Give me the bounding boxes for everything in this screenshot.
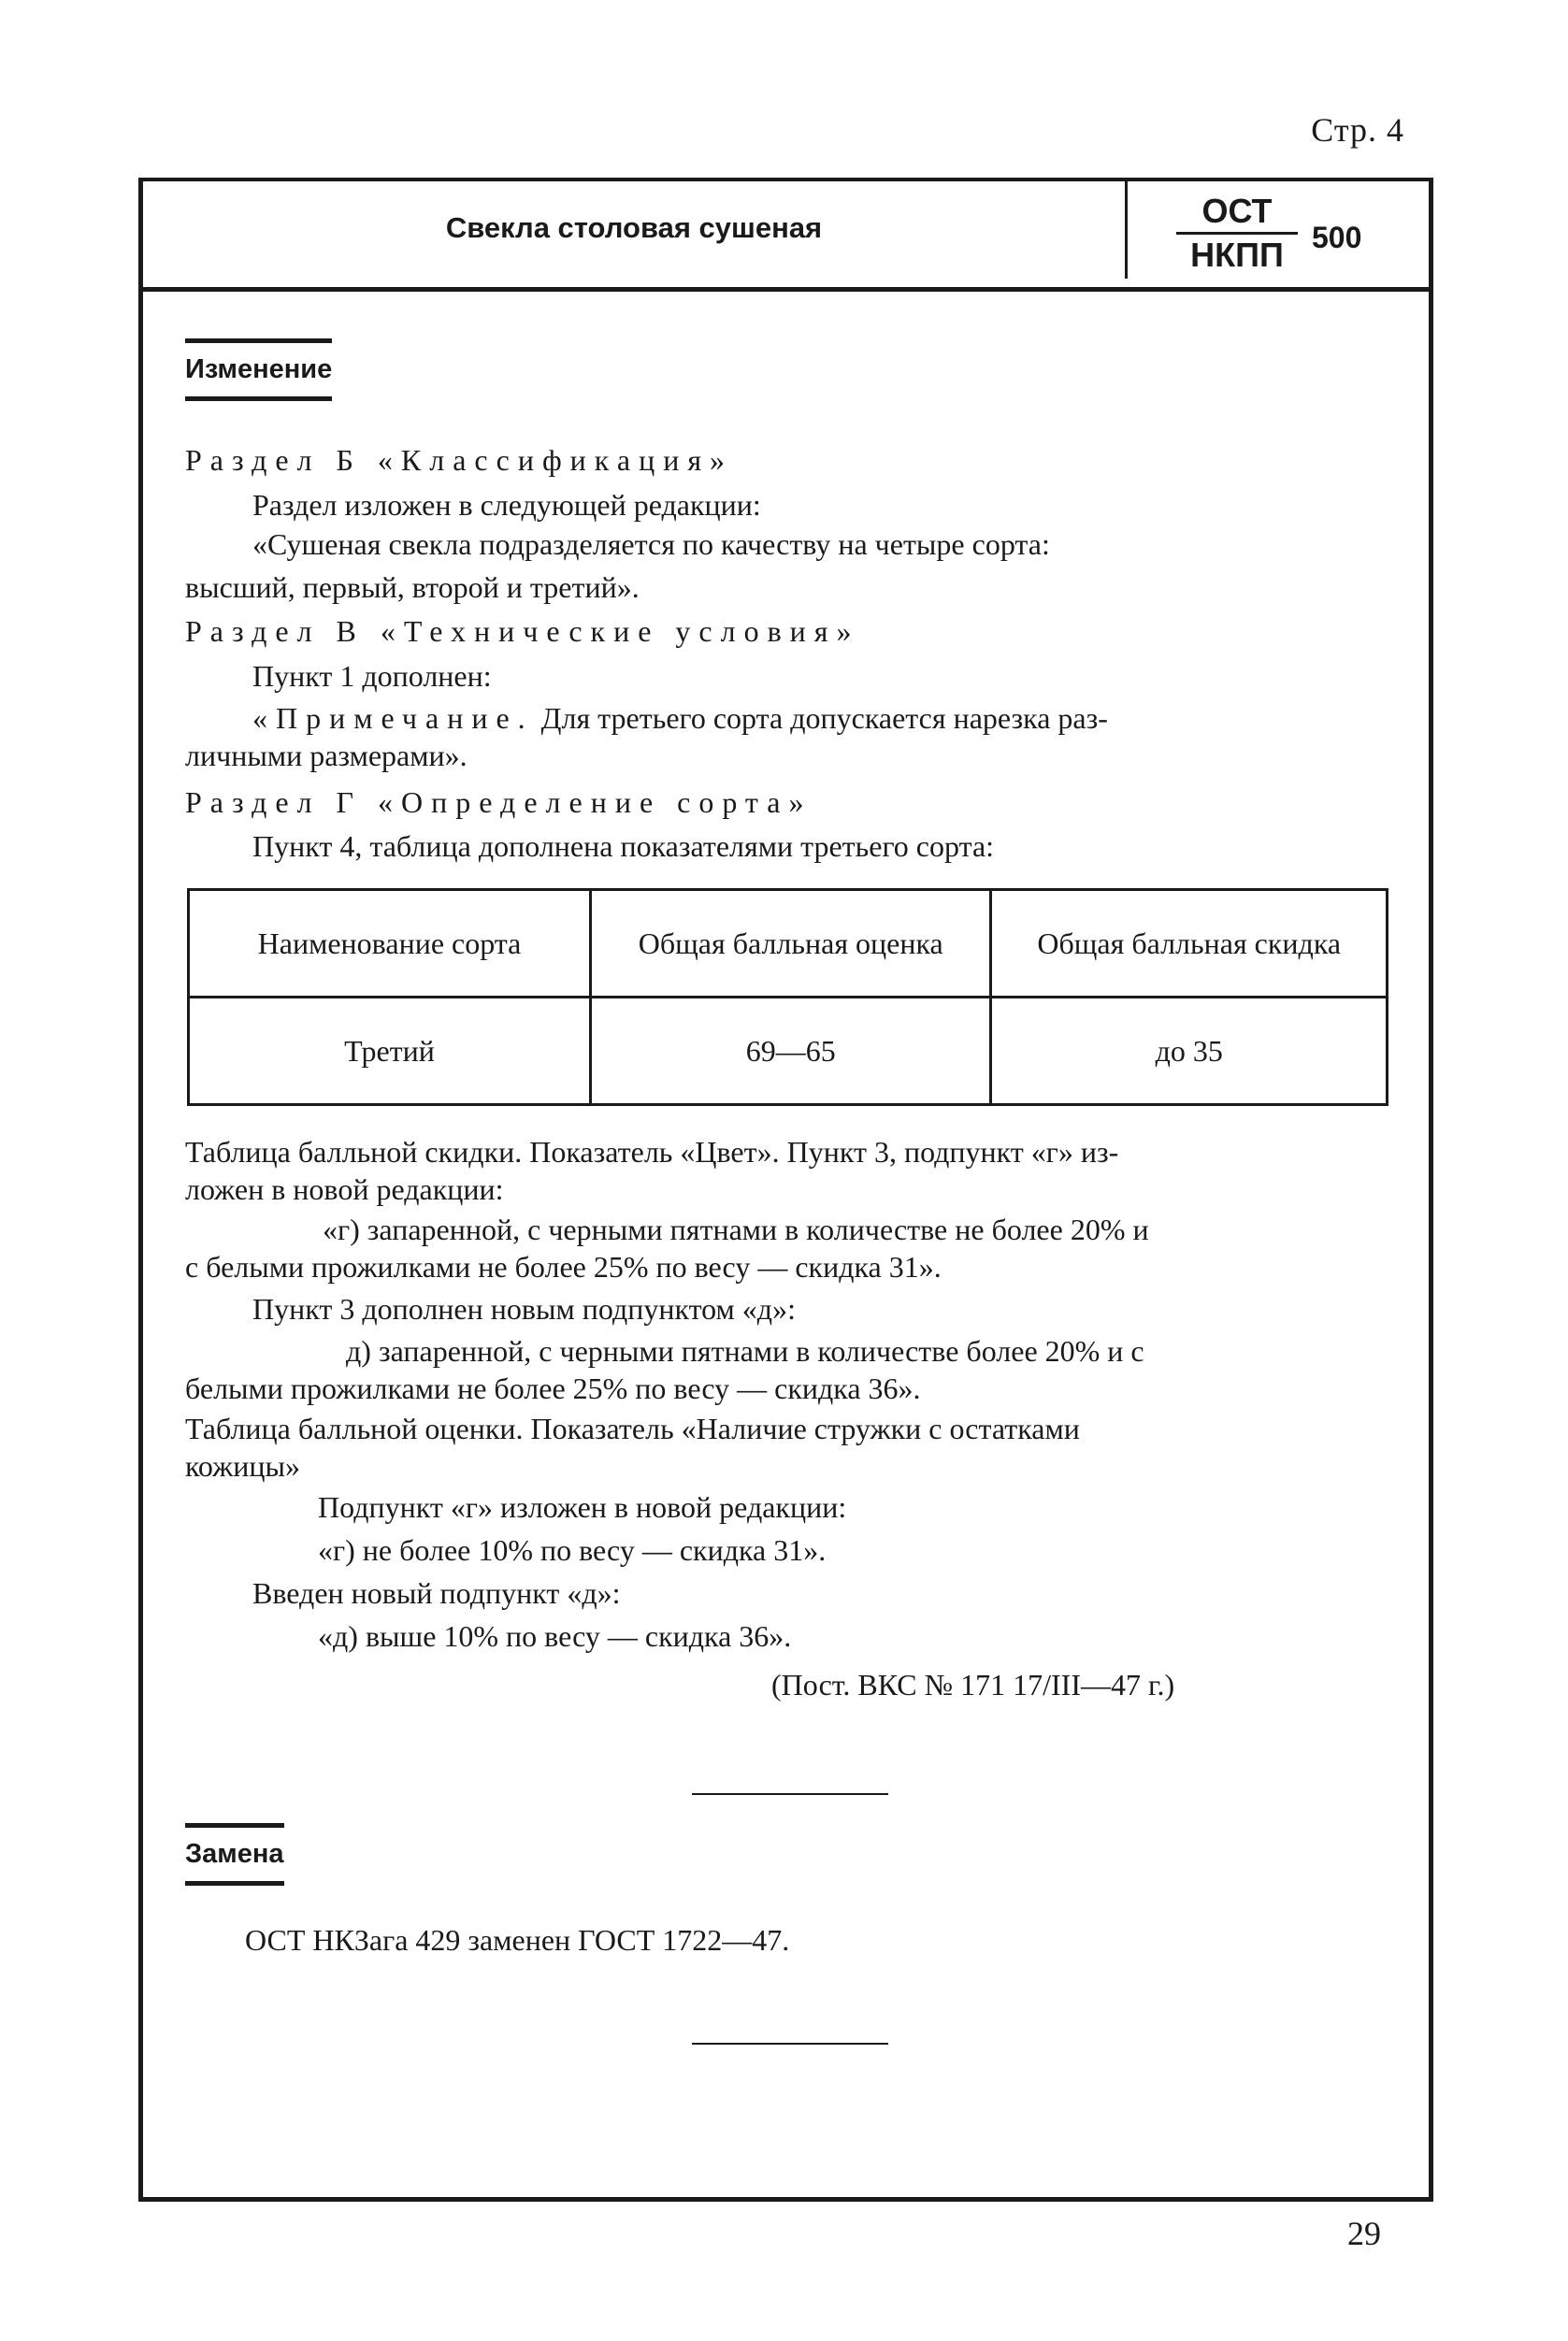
section-g-intro: Пункт 4, таблица дополнена показателями третьего сорта:: [252, 829, 995, 863]
replacement-text: ОСТ НКЗага 429 заменен ГОСТ 1722—47.: [245, 1923, 790, 1957]
separator-rule: [692, 2043, 888, 2045]
page-number-top: Стр. 4: [1311, 111, 1404, 149]
table-cell: до 35: [991, 998, 1388, 1105]
discount-line-3: «г) запаренной, с черными пятнами в количестве не более 20% и: [323, 1213, 1149, 1246]
table-row: [189, 998, 1388, 1105]
discount-line-1: Таблица балльной скидки. Показатель «Цвет». Пункт 3, подпункт «г» из-: [185, 1135, 1119, 1169]
score-line-2: кожицы»: [185, 1449, 300, 1483]
note-text: Для третьего сорта допускается нарезка раз-: [540, 701, 1108, 735]
table-header-row: [189, 890, 1388, 998]
document-title: Свекла столовая сушеная: [445, 211, 823, 244]
grade-table: [187, 888, 1388, 1106]
document-header: [143, 181, 1429, 292]
page-number-bottom: 29: [1347, 2215, 1381, 2252]
score-line-1: Таблица балльной оценки. Показатель «Наличие стружки с остатками: [185, 1412, 1080, 1445]
section-b-intro: Раздел изложен в следующей редакции:: [252, 488, 761, 522]
ost-code-top: ОСТ: [1176, 191, 1298, 235]
section-v-note-2: личными размерами».: [185, 739, 468, 772]
section-b-text-1: «Сушеная свекла подразделяется по качеству на четыре сорта:: [252, 527, 1050, 561]
section-v-intro: Пункт 1 дополнен:: [252, 659, 492, 693]
ost-code-bottom: НКПП: [1190, 236, 1284, 274]
section-b-title: Раздел Б «Классификация»: [185, 443, 734, 477]
table-header-cell: Наименование сорта: [189, 890, 591, 998]
resolution-reference: (Пост. ВКС № 171 17/III—47 г.): [771, 1668, 1175, 1702]
separator-rule: [692, 1793, 888, 1795]
discount-line-7: белыми прожилками не более 25% по весу — скидка 36».: [185, 1372, 921, 1405]
ost-number: 500: [1312, 221, 1362, 254]
table-header-cell: Общая балльная оценка: [591, 890, 991, 998]
section-g-title: Раздел Г «Определение сорта»: [185, 785, 813, 819]
discount-line-4: с белыми прожилками не более 25% по весу — скидка 31».: [185, 1250, 942, 1284]
table-header-cell: Общая балльная скидка: [991, 890, 1388, 998]
discount-line-5: Пункт 3 дополнен новым подпунктом «д»:: [252, 1292, 796, 1326]
table-cell: Третий: [189, 998, 591, 1105]
discount-line-2: ложен в новой редакции:: [185, 1172, 504, 1206]
section-v-title: Раздел В «Технические условия»: [185, 614, 860, 648]
section-b-text-2: высший, первый, второй и третий».: [185, 570, 640, 604]
header-divider: [1125, 181, 1128, 279]
score-line-6: «д) выше 10% по весу — скидка 36».: [318, 1619, 792, 1653]
note-label: «Примечание.: [252, 701, 534, 735]
score-line-3: Подпункт «г» изложен в новой редакции:: [318, 1490, 847, 1524]
section-v-note-1: [252, 699, 1388, 737]
score-line-5: Введен новый подпункт «д»:: [252, 1576, 621, 1610]
change-heading: Изменение: [185, 338, 332, 401]
discount-line-6: д) запаренной, с черными пятнами в количестве более 20% и с: [346, 1334, 1144, 1368]
replacement-heading: Замена: [185, 1823, 284, 1886]
score-line-4: «г) не более 10% по весу — скидка 31».: [318, 1533, 827, 1567]
ost-code: [1176, 191, 1298, 276]
table-cell: 69—65: [591, 998, 991, 1105]
